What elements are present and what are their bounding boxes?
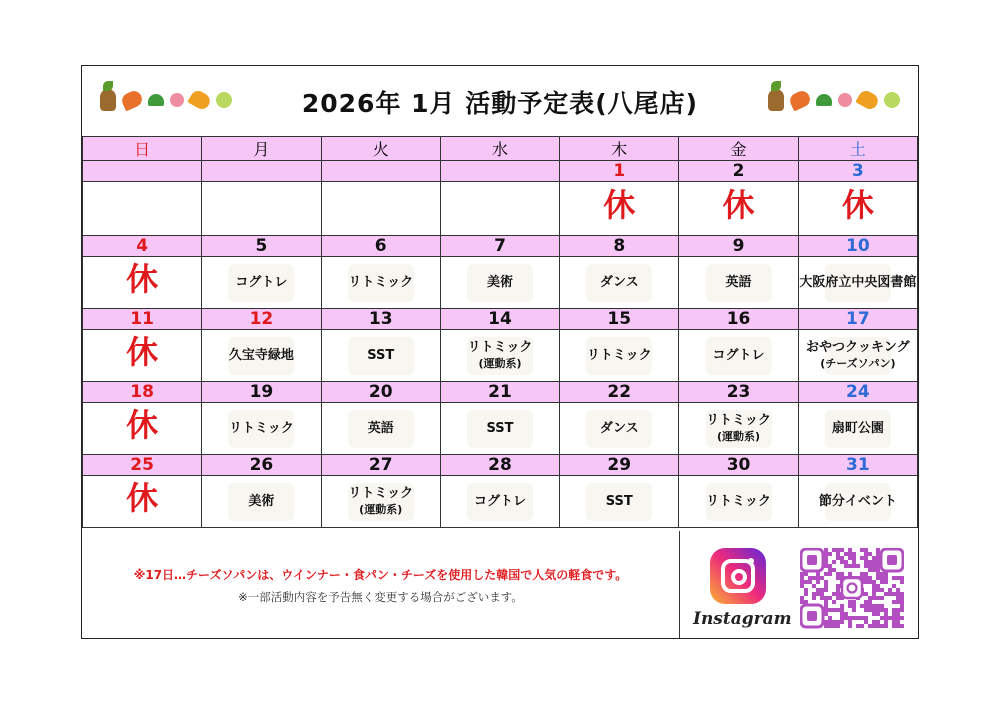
- activity-label: SST: [605, 493, 633, 509]
- date-cell: 16: [679, 309, 798, 330]
- date-cell: 15: [560, 309, 679, 330]
- date-cell: 20: [321, 382, 440, 403]
- event-cell: [83, 403, 202, 455]
- event-cell: [679, 257, 798, 309]
- activity-label: ダンス: [599, 420, 639, 436]
- activity-label: SST: [367, 347, 395, 363]
- event-row: [83, 257, 918, 309]
- date-cell: 6: [321, 236, 440, 257]
- closed-label: 休: [126, 478, 159, 517]
- activity-text: [248, 494, 274, 509]
- activity-text: [229, 348, 294, 363]
- activity-label: 英語: [367, 420, 394, 436]
- event-cell: [798, 182, 917, 236]
- activity-text: [229, 421, 294, 436]
- activity-sublabel: (チーズソパン): [820, 356, 896, 370]
- date-cell: 25: [83, 455, 202, 476]
- date-cell: 3: [798, 161, 917, 182]
- event-cell: [679, 182, 798, 236]
- activity-text: [587, 348, 652, 363]
- instagram-icon-dot: [748, 558, 754, 564]
- weekday-monday: 月: [202, 137, 321, 161]
- weekday-sunday: 日: [83, 137, 202, 161]
- closed-label: 休: [126, 332, 159, 371]
- calendar-table: [82, 136, 918, 528]
- date-row: [83, 236, 918, 257]
- date-cell: 7: [440, 236, 559, 257]
- footer: [82, 531, 918, 638]
- activity-sublabel: (運動系): [717, 429, 761, 443]
- event-cell: [560, 182, 679, 236]
- event-cell: [798, 476, 917, 528]
- activity-label: リトミック: [706, 412, 771, 428]
- activity-label: コグトレ: [235, 274, 288, 290]
- activity-text: [600, 421, 639, 436]
- closed-label: 休: [841, 185, 874, 224]
- activity-label: 美術: [248, 493, 275, 509]
- activity-text: [441, 340, 559, 372]
- activity-label: リトミック: [706, 493, 771, 509]
- weekday-tuesday: 火: [321, 137, 440, 161]
- event-row: [83, 330, 918, 382]
- title-row: [82, 66, 918, 137]
- closed-label: 休: [126, 259, 159, 298]
- activity-label: リトミック: [229, 420, 294, 436]
- event-cell: [798, 330, 917, 382]
- leaf-icon: [816, 94, 832, 106]
- activity-text: [679, 413, 797, 445]
- activity-text: [368, 421, 394, 436]
- event-cell: [321, 476, 440, 528]
- event-cell: [83, 330, 202, 382]
- event-cell: [560, 257, 679, 309]
- activity-label: 英語: [725, 274, 752, 290]
- date-cell: [321, 161, 440, 182]
- date-cell: 2: [679, 161, 798, 182]
- activity-text: [486, 421, 513, 436]
- date-cell: 18: [83, 382, 202, 403]
- activity-label: リトミック: [467, 339, 533, 355]
- event-cell: [679, 476, 798, 528]
- date-cell: 24: [798, 382, 917, 403]
- activity-sublabel: (運動系): [359, 502, 403, 516]
- activity-label: 久宝寺緑地: [228, 347, 294, 363]
- date-cell: 17: [798, 309, 917, 330]
- activity-text: [606, 494, 633, 509]
- event-cell: [798, 403, 917, 455]
- date-cell: 19: [202, 382, 321, 403]
- activity-text: [487, 275, 513, 290]
- activity-label: ダンス: [599, 274, 639, 290]
- event-cell: [798, 257, 917, 309]
- date-cell: 31: [798, 455, 917, 476]
- page-title: 2026年 1月 活動予定表(八尾店): [301, 89, 699, 118]
- closed-label: 休: [603, 185, 636, 224]
- persimmon-icon: [855, 88, 880, 112]
- activity-sublabel: (運動系): [478, 356, 522, 370]
- event-cell: [202, 182, 321, 236]
- activity-text: [799, 275, 916, 290]
- date-cell: 5: [202, 236, 321, 257]
- date-cell: 8: [560, 236, 679, 257]
- date-cell: 23: [679, 382, 798, 403]
- date-cell: 29: [560, 455, 679, 476]
- event-cell: [202, 330, 321, 382]
- weekday-saturday: 土: [798, 137, 917, 161]
- activity-text: [713, 348, 765, 363]
- date-cell: [83, 161, 202, 182]
- activity-text: [367, 348, 394, 363]
- flower-icon: [838, 93, 852, 107]
- activity-text: [348, 275, 413, 290]
- event-cell: [440, 330, 559, 382]
- activity-text: [706, 494, 771, 509]
- closed-label: 休: [722, 185, 755, 224]
- qr-code[interactable]: [800, 548, 904, 630]
- activity-label: リトミック: [348, 274, 414, 290]
- date-row: [83, 161, 918, 182]
- date-cell: 13: [321, 309, 440, 330]
- instagram-label: Instagram: [693, 609, 792, 629]
- activity-label: コグトレ: [473, 493, 526, 509]
- activity-label: 扇町公園: [831, 420, 884, 436]
- event-row: [83, 182, 918, 236]
- date-cell: 22: [560, 382, 679, 403]
- event-cell: [560, 330, 679, 382]
- carrot-icon: [788, 89, 813, 112]
- weekday-wednesday: 水: [440, 137, 559, 161]
- activity-label: リトミック: [586, 347, 652, 363]
- event-cell: [321, 257, 440, 309]
- event-cell: [560, 403, 679, 455]
- weekday-friday: 金: [679, 137, 798, 161]
- date-cell: [202, 161, 321, 182]
- date-row: [83, 382, 918, 403]
- melon-icon: [884, 92, 900, 108]
- activity-label: コグトレ: [712, 347, 765, 363]
- date-cell: 10: [798, 236, 917, 257]
- activity-text: [235, 275, 287, 290]
- event-cell: [202, 476, 321, 528]
- schedule-sheet: [81, 65, 919, 639]
- chestnut-icon: [768, 89, 784, 111]
- note-cheese-sopan: ※17日…チーズソパンは、ウインナー・食パン・チーズを使用した韓国で人気の軽食です。: [133, 568, 628, 582]
- date-cell: 21: [440, 382, 559, 403]
- instagram-icon[interactable]: [710, 548, 766, 604]
- activity-label: SST: [486, 420, 514, 436]
- event-cell: [321, 182, 440, 236]
- event-cell: [83, 257, 202, 309]
- event-cell: [321, 330, 440, 382]
- date-cell: 4: [83, 236, 202, 257]
- date-cell: 28: [440, 455, 559, 476]
- weekday-header-row: [83, 137, 918, 161]
- date-cell: 12: [202, 309, 321, 330]
- activity-text: [799, 340, 917, 372]
- date-cell: 1: [560, 161, 679, 182]
- date-cell: 14: [440, 309, 559, 330]
- weekday-thursday: 木: [560, 137, 679, 161]
- note-change-notice: ※一部活動内容を予告無く変更する場合がございます。: [238, 590, 523, 604]
- event-cell: [679, 330, 798, 382]
- activity-label: 大阪府立中央図書館: [799, 274, 917, 290]
- event-cell: [202, 403, 321, 455]
- activity-text: [474, 494, 526, 509]
- event-cell: [83, 182, 202, 236]
- closed-label: 休: [126, 405, 159, 444]
- fruit-decoration-right: [768, 80, 900, 120]
- date-row: [83, 455, 918, 476]
- activity-label: 美術: [486, 274, 513, 290]
- event-cell: [440, 403, 559, 455]
- activity-text: [819, 494, 897, 509]
- activity-text: [726, 275, 752, 290]
- activity-label: 節分イベント: [818, 493, 897, 509]
- notes-area: [82, 531, 680, 638]
- date-cell: 30: [679, 455, 798, 476]
- activity-text: [322, 486, 440, 518]
- date-cell: [440, 161, 559, 182]
- event-cell: [560, 476, 679, 528]
- event-cell: [679, 403, 798, 455]
- event-cell: [321, 403, 440, 455]
- date-cell: 11: [83, 309, 202, 330]
- date-cell: 26: [202, 455, 321, 476]
- event-cell: [202, 257, 321, 309]
- date-cell: 9: [679, 236, 798, 257]
- event-row: [83, 476, 918, 528]
- activity-text: [832, 421, 884, 436]
- activity-text: [600, 275, 639, 290]
- event-cell: [440, 476, 559, 528]
- activity-label: おやつクッキング: [806, 339, 910, 355]
- date-row: [83, 309, 918, 330]
- event-cell: [440, 182, 559, 236]
- activity-label: リトミック: [348, 485, 414, 501]
- event-cell: [440, 257, 559, 309]
- date-cell: 27: [321, 455, 440, 476]
- event-row: [83, 403, 918, 455]
- event-cell: [83, 476, 202, 528]
